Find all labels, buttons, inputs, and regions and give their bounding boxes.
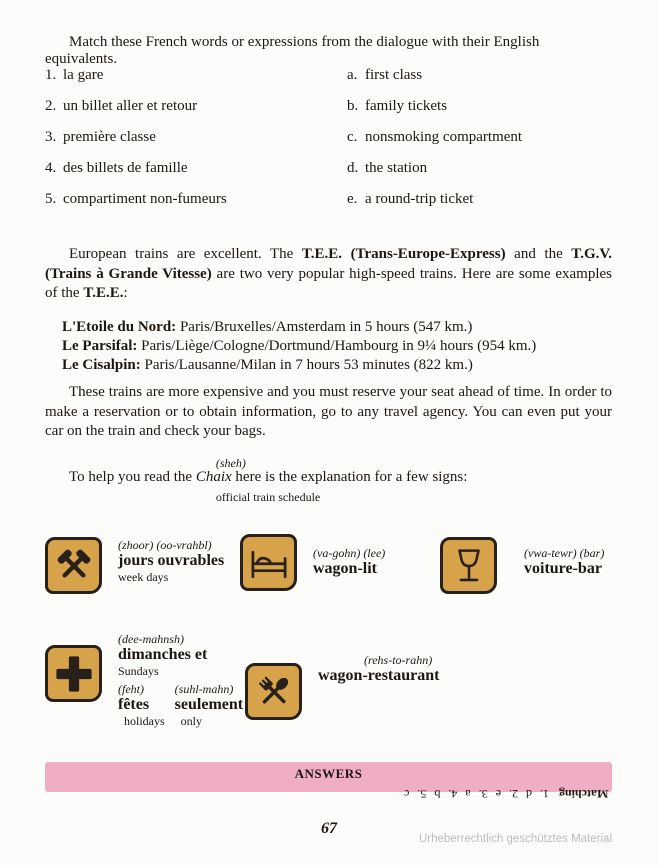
french-item	[45, 66, 347, 85]
english-item	[347, 190, 612, 209]
sign-translation: week days	[118, 570, 169, 584]
seulement-column	[175, 682, 243, 728]
train-name: L'Etoile du Nord:	[62, 319, 177, 335]
bed-icon	[246, 540, 292, 586]
answers-solution-upside-down	[404, 786, 608, 801]
item-text: the station	[365, 160, 428, 176]
sign-box-sleeper	[240, 534, 297, 591]
sign-extra-columns	[118, 682, 243, 728]
sign-box-restaurant	[245, 663, 302, 720]
french-item	[45, 97, 347, 116]
answers-band	[45, 762, 612, 801]
item-number: 3.	[45, 129, 57, 145]
matching-exercise	[45, 66, 612, 209]
pronunciation: (rehs-to-rahn)	[364, 653, 433, 667]
item-text: la gare	[63, 67, 104, 83]
item-text: family tickets	[365, 98, 448, 114]
train-name: Le Parsifal:	[62, 338, 138, 354]
item-text: first class	[365, 67, 423, 83]
item-text: nonsmoking compartment	[365, 129, 523, 145]
sign-label: fêtes	[118, 696, 150, 713]
item-number: 5.	[45, 191, 57, 207]
tee-bold: T.E.E. (Trans-Europe-Express)	[301, 246, 506, 262]
item-text: un billet aller et retour	[63, 98, 198, 114]
french-item	[45, 159, 347, 178]
sign-translation: holidays	[124, 714, 165, 728]
item-letter: e.	[347, 191, 358, 207]
pronunciation: (vwa-tewr) (bar)	[524, 546, 605, 560]
fork-spoon-icon	[251, 669, 297, 715]
train-route: Paris/Lausanne/Milan in 7 hours 53 minutes (822 km.)	[140, 357, 473, 373]
copyright-notice: Urheberrechtlich geschütztes Material	[418, 833, 612, 845]
item-letter: b.	[347, 98, 359, 114]
item-text: a round-trip ticket	[365, 191, 474, 207]
item-letter: d.	[347, 160, 359, 176]
train-example	[62, 318, 622, 337]
sign-box-bar	[440, 537, 497, 594]
page-number: 67	[321, 820, 337, 837]
sign-box-weekdays	[45, 537, 102, 594]
answers-title: ANSWERS	[294, 766, 363, 781]
reservation-paragraph: These trains are more expensive and you must reserve your seat ahead of time. In order to make a reservation or to obtain information, go to any travel agency. You can even put your car on the train and check your bags.	[45, 384, 612, 439]
english-item	[347, 128, 612, 147]
answers-matching-label: Matching	[558, 787, 608, 801]
train-route: Paris/Bruxelles/Amsterdam in 5 hours (547 km.)	[176, 319, 473, 335]
sign-label: dimanches et	[118, 646, 208, 663]
pronunciation: (suhl-mahn)	[174, 682, 234, 696]
sign-text-restaurant	[318, 653, 439, 685]
english-item	[347, 66, 612, 85]
sign-text-bar	[524, 546, 604, 578]
item-letter: c.	[347, 129, 358, 145]
sign-label: seulement	[174, 696, 244, 713]
tgv-bold: T.G.V. (Trains à Grande Vitesse)	[45, 246, 613, 282]
pronunciation: (feht)	[118, 682, 144, 696]
fetes-column	[118, 682, 165, 728]
chaix-note: official train schedule	[215, 490, 321, 504]
item-text: première classe	[63, 129, 156, 145]
french-item	[45, 128, 347, 147]
sign-label: wagon-lit	[313, 560, 377, 577]
trains-paragraph: European trains are excellent. The T.E.E. (Trans-Europe-Express) and the T.G.V. (Trains à Grande Vitesse) are two very popular high-speed trains. Here are some examples of the T.E.E.:	[45, 246, 613, 301]
chaix-sentence: To help you read the Chaix (sheh) official train schedule here is the explanation for a few signs:	[45, 468, 612, 488]
english-item	[347, 159, 612, 178]
english-item	[347, 97, 612, 116]
item-text: compartiment non-fumeurs	[63, 191, 227, 207]
sign-label: wagon-restaurant	[318, 667, 440, 684]
item-number: 4.	[45, 160, 57, 176]
train-example	[62, 337, 622, 356]
sign-box-sundays	[45, 645, 102, 702]
chaix-pronunciation: (sheh)	[215, 456, 246, 470]
answers-solution-text: 1. d 2. e 3. a 4. b 5. c	[403, 787, 549, 801]
pronunciation: (dee-mahnsh)	[118, 632, 184, 646]
tee-bold: T.E.E.	[83, 285, 124, 301]
sign-label: voiture-bar	[524, 560, 602, 577]
wine-glass-icon	[447, 544, 491, 588]
chaix-word: Chaix (sheh) official train schedule	[196, 469, 232, 485]
pronunciation: (va-gohn) (lee)	[313, 546, 386, 560]
train-name: Le Cisalpin:	[62, 357, 141, 373]
item-number: 1.	[45, 67, 57, 83]
sign-text-sundays	[118, 632, 243, 728]
sign-text-weekdays	[118, 538, 224, 584]
train-route: Paris/Liège/Cologne/Dortmund/Hambourg in 9¼ hours (954 km.)	[137, 338, 537, 354]
sign-translation: Sundays	[118, 664, 159, 678]
matching-instruction: Match these French words or expressions from the dialogue with their English equivalents.	[45, 34, 540, 67]
french-item	[45, 190, 347, 209]
item-number: 2.	[45, 98, 57, 114]
item-text: des billets de famille	[63, 160, 188, 176]
sign-text-sleeper	[313, 546, 385, 578]
train-examples	[62, 318, 622, 375]
crossed-hammers-icon	[52, 544, 96, 588]
cross-icon	[52, 652, 96, 696]
sign-label: jours ouvrables	[118, 552, 225, 569]
item-letter: a.	[347, 67, 358, 83]
sign-translation: only	[180, 714, 203, 728]
pronunciation: (zhoor) (oo-vrahbl)	[118, 538, 212, 552]
train-example	[62, 356, 622, 375]
